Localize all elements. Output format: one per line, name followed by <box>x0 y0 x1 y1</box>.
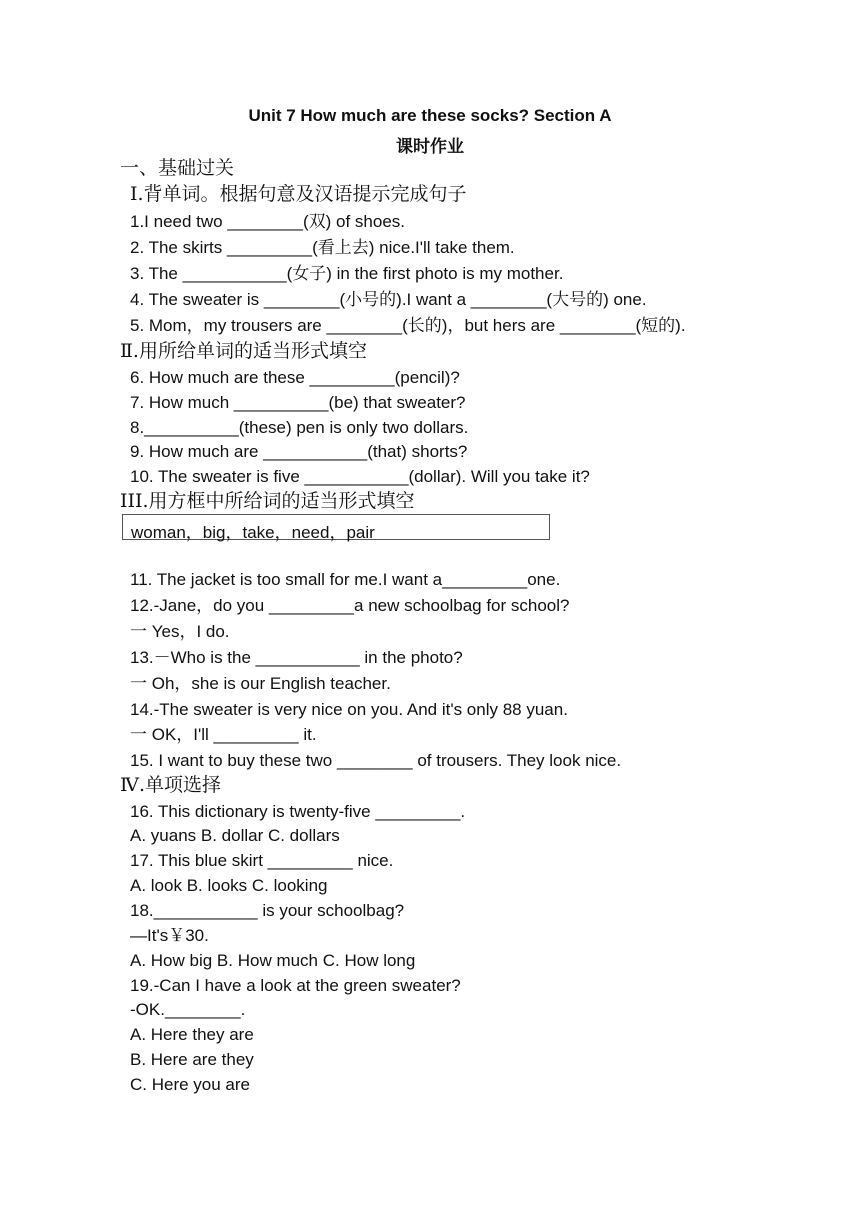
question-12: 12.-Jane，do you _________a new schoolbag for school? <box>130 596 570 615</box>
question-14: 14.-The sweater is very nice on you. And it's only 88 yuan. <box>130 700 568 719</box>
word-box <box>122 514 550 540</box>
question-2: 2. The skirts _________(看上去) nice.I'll take them. <box>130 238 515 257</box>
section-1-heading: Ⅰ.背单词。根据句意及汉语提示完成句子 <box>130 183 467 205</box>
answer-18: —It's￥30. <box>130 926 209 945</box>
question-9: 9. How much are ___________(that) shorts? <box>130 442 468 461</box>
question-15: 15. I want to buy these two ________ of trousers. They look nice. <box>130 751 622 770</box>
answer-19: -OK.________. <box>130 1000 246 1019</box>
question-11: 11. The jacket is too small for me.I want a_________one. <box>130 570 561 589</box>
section-4-heading: Ⅳ.单项选择 <box>120 774 222 796</box>
question-18: 18.___________ is your schoolbag? <box>130 901 405 920</box>
question-16: 16. This dictionary is twenty-five _________. <box>130 802 466 821</box>
section-2-heading: Ⅱ.用所给单词的适当形式填空 <box>120 340 367 362</box>
section-3-heading: III.用方框中所给词的适当形式填空 <box>120 490 415 512</box>
word-box-text: woman，big，take，need，pair <box>131 523 375 542</box>
worksheet-title: Unit 7 How much are these socks? Section A <box>248 106 612 125</box>
option-19-c: C. Here you are <box>130 1075 250 1094</box>
option-19-a: A. Here they are <box>130 1025 254 1044</box>
option-19-b: B. Here are they <box>130 1050 254 1069</box>
worksheet-subtitle: 课时作业 <box>396 137 464 156</box>
question-10: 10. The sweater is five ___________(dollar). Will you take it? <box>130 467 590 486</box>
question-13: 13.－Who is the ___________ in the photo? <box>130 648 463 667</box>
options-17: A. look B. looks C. looking <box>130 876 328 895</box>
question-6: 6. How much are these _________(pencil)? <box>130 368 460 387</box>
options-18: A. How big B. How much C. How long <box>130 951 416 970</box>
question-17: 17. This blue skirt _________ nice. <box>130 851 394 870</box>
answer-13: 一 Oh，she is our English teacher. <box>130 674 391 693</box>
question-1: 1.I need two ________(双) of shoes. <box>130 212 406 231</box>
options-16: A. yuans B. dollar C. dollars <box>130 826 340 845</box>
question-7: 7. How much __________(be) that sweater? <box>130 393 466 412</box>
question-3: 3. The ___________(女子) in the first photo is my mother. <box>130 264 564 283</box>
answer-14: 一 OK，I'll _________ it. <box>130 725 317 744</box>
answer-12: 一 Yes，I do. <box>130 622 230 641</box>
question-4: 4. The sweater is ________(小号的).I want a ________(大号的) one. <box>130 290 647 309</box>
question-5: 5. Mom，my trousers are ________(长的)，but hers are ________(短的). <box>130 316 686 335</box>
question-19: 19.-Can I have a look at the green sweater? <box>130 976 461 995</box>
part-heading: 一、基础过关 <box>120 157 235 179</box>
question-8: 8.__________(these) pen is only two dollars. <box>130 418 469 437</box>
